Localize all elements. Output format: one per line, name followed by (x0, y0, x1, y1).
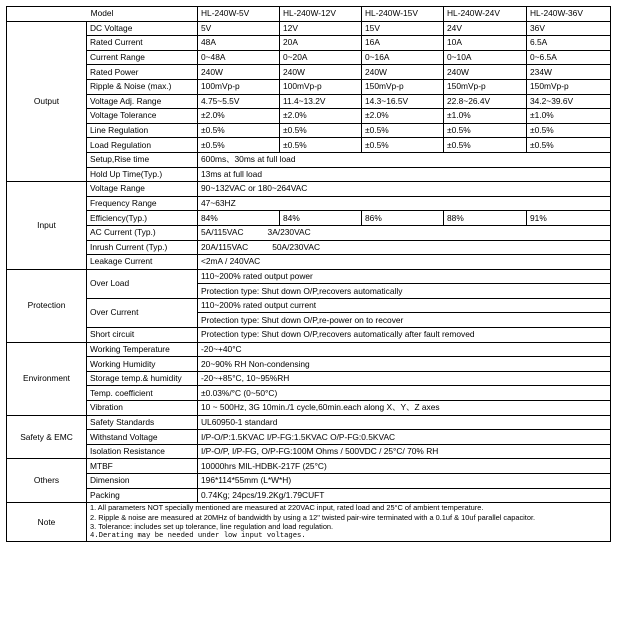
row-label: DC Voltage (87, 21, 198, 36)
cell: ±0.5% (280, 123, 362, 138)
cell: 14.3~16.5V (362, 94, 444, 109)
note-row (7, 503, 611, 542)
cell-span: 110~200% rated output power (198, 269, 611, 284)
model-5v: HL-240W-5V (198, 7, 280, 22)
environment-row (7, 401, 611, 416)
cell: 12V (280, 21, 362, 36)
cell: 100mVp-p (280, 79, 362, 94)
cell: 6.5A (527, 36, 611, 51)
row-label: Rated Power (87, 65, 198, 80)
environment-row (7, 386, 611, 401)
cell: ±0.5% (198, 138, 280, 153)
cell: 20A (280, 36, 362, 51)
environment-row (7, 371, 611, 386)
model-36v: HL-240W-36V (527, 7, 611, 22)
safety-row (7, 415, 611, 430)
safety-row (7, 444, 611, 459)
ac-current-115: 5A/115VAC (201, 227, 244, 238)
output-row (7, 50, 611, 65)
row-label: Inrush Current (Typ.) (87, 240, 198, 255)
row-label: MTBF (87, 459, 198, 474)
cell: 48A (198, 36, 280, 51)
cell: 240W (198, 65, 280, 80)
cell-span: 600ms、30ms at full load (198, 152, 611, 167)
cell: ±1.0% (527, 109, 611, 124)
cell: 86% (362, 211, 444, 226)
row-label: AC Current (Typ.) (87, 225, 198, 240)
cell: 234W (527, 65, 611, 80)
others-row (7, 474, 611, 489)
row-label: Working Humidity (87, 357, 198, 372)
row-label: Voltage Range (87, 182, 198, 197)
inrush-230: 50A/230VAC (272, 241, 320, 252)
note-line: 2. Ripple & noise are measured at 20MHz of bandwidth by using a 12" twisted pair-wire terminated with a 0.1uf & 10uf parallel capacitor. (90, 512, 536, 522)
row-label: Efficiency(Typ.) (87, 211, 198, 226)
output-row (7, 21, 611, 36)
cell: ±0.5% (280, 138, 362, 153)
safety-row (7, 430, 611, 445)
row-label: Voltage Adj. Range (87, 94, 198, 109)
row-label: Over Current (87, 298, 198, 327)
cell: 36V (527, 21, 611, 36)
output-row (7, 109, 611, 124)
output-row (7, 65, 611, 80)
input-row (7, 225, 611, 240)
row-label: Packing (87, 488, 198, 503)
ac-current-230: 3A/230VAC (267, 227, 311, 238)
cell-span: 20~90% RH Non-condensing (198, 357, 611, 372)
cell-span: 13ms at full load (198, 167, 611, 182)
spec-table (6, 6, 611, 542)
header-row (7, 7, 611, 22)
cell: ±0.5% (198, 123, 280, 138)
cell: ±2.0% (198, 109, 280, 124)
cell: 240W (280, 65, 362, 80)
input-row (7, 240, 611, 255)
cell-span: 196*114*55mm (L*W*H) (198, 474, 611, 489)
output-row (7, 123, 611, 138)
cell-span (198, 240, 611, 255)
cell: ±1.0% (444, 109, 527, 124)
protection-row (7, 298, 611, 313)
inrush-115: 20A/115VAC (201, 241, 249, 252)
output-row (7, 138, 611, 153)
environment-category: Environment (7, 342, 87, 415)
environment-row (7, 357, 611, 372)
note-category: Note (7, 503, 87, 542)
cell-span: 10000hrs MIL-HDBK-217F (25°C) (198, 459, 611, 474)
cell-span: -20~+85°C, 10~95%RH (198, 371, 611, 386)
cell: 240W (362, 65, 444, 80)
note-line: 1. All parameters NOT specially mentioned are measured at 220VAC input, rated load and 25°C of ambient temperature. (90, 503, 484, 513)
note-line: 3. Tolerance: includes set up tolerance, line regulation and load regulation. (90, 522, 334, 532)
input-row (7, 211, 611, 226)
input-row (7, 255, 611, 270)
notes-cell (87, 503, 611, 542)
cell: 34.2~39.6V (527, 94, 611, 109)
cell: 0~6.5A (527, 50, 611, 65)
row-label: Line Regulation (87, 123, 198, 138)
cell-span: 0.74Kg; 24pcs/19.2Kg/1.79CUFT (198, 488, 611, 503)
cell-span: <2mA / 240VAC (198, 255, 611, 270)
cell-span (198, 225, 611, 240)
row-label: Isolation Resistance (87, 444, 198, 459)
cell: ±0.5% (527, 123, 611, 138)
cell: 15V (362, 21, 444, 36)
cell-span: I/P-O/P, I/P-FG, O/P-FG:100M Ohms / 500VDC / 25°C/ 70% RH (198, 444, 611, 459)
safety-category: Safety & EMC (7, 415, 87, 459)
cell: 24V (444, 21, 527, 36)
cell: 0~20A (280, 50, 362, 65)
cell: 5V (198, 21, 280, 36)
cell: 84% (280, 211, 362, 226)
row-label: Rated Current (87, 36, 198, 51)
cell-span: ±0.03%/°C (0~50°C) (198, 386, 611, 401)
model-15v: HL-240W-15V (362, 7, 444, 22)
environment-row (7, 342, 611, 357)
others-row (7, 459, 611, 474)
output-row (7, 152, 611, 167)
cell: ±0.5% (444, 138, 527, 153)
cell-span: 47~63HZ (198, 196, 611, 211)
row-label: Withstand Voltage (87, 430, 198, 445)
cell: 150mVp-p (444, 79, 527, 94)
cell: 0~48A (198, 50, 280, 65)
cell-span: -20~+40°C (198, 342, 611, 357)
row-label: Hold Up Time(Typ.) (87, 167, 198, 182)
row-label: Setup,Rise time (87, 152, 198, 167)
row-label: Current Range (87, 50, 198, 65)
cell-span: UL60950-1 standard (198, 415, 611, 430)
note-line: 4.Derating may be needed under low input voltages. (90, 531, 306, 540)
cell-span: Protection type: Shut down O/P,re-power on to recover (198, 313, 611, 328)
row-label: Load Regulation (87, 138, 198, 153)
cell: ±2.0% (280, 109, 362, 124)
row-label: Working Temperature (87, 342, 198, 357)
output-row (7, 167, 611, 182)
cell: ±0.5% (527, 138, 611, 153)
cell-span: I/P-O/P:1.5KVAC I/P-FG:1.5KVAC O/P-FG:0.5KVAC (198, 430, 611, 445)
row-label: Short circuit (87, 328, 198, 343)
cell: 0~16A (362, 50, 444, 65)
cell-span: 110~200% rated output current (198, 298, 611, 313)
cell: 22.8~26.4V (444, 94, 527, 109)
protection-row (7, 269, 611, 284)
protection-category: Protection (7, 269, 87, 342)
cell: 16A (362, 36, 444, 51)
output-category: Output (7, 21, 87, 182)
row-label: Ripple & Noise (max.) (87, 79, 198, 94)
model-24v: HL-240W-24V (444, 7, 527, 22)
cell: ±0.5% (362, 123, 444, 138)
row-label: Leakage Current (87, 255, 198, 270)
cell: ±0.5% (444, 123, 527, 138)
row-label: Frequency Range (87, 196, 198, 211)
model-12v: HL-240W-12V (280, 7, 362, 22)
model-label: Model (7, 7, 198, 22)
protection-row (7, 328, 611, 343)
cell-span: Protection type: Shut down O/P,recovers automatically (198, 284, 611, 299)
input-category: Input (7, 182, 87, 270)
row-label: Voltage Tolerance (87, 109, 198, 124)
row-label: Storage temp.& humidity (87, 371, 198, 386)
cell: 91% (527, 211, 611, 226)
output-row (7, 94, 611, 109)
row-label: Dimension (87, 474, 198, 489)
cell: ±2.0% (362, 109, 444, 124)
row-label: Safety Standards (87, 415, 198, 430)
output-row (7, 36, 611, 51)
cell: 150mVp-p (362, 79, 444, 94)
output-row (7, 79, 611, 94)
cell: ±0.5% (362, 138, 444, 153)
cell: 10A (444, 36, 527, 51)
cell: 11.4~13.2V (280, 94, 362, 109)
cell-span: Protection type: Shut down O/P,recovers automatically after fault removed (198, 328, 611, 343)
cell: 100mVp-p (198, 79, 280, 94)
row-label: Over Load (87, 269, 198, 298)
cell: 150mVp-p (527, 79, 611, 94)
others-row (7, 488, 611, 503)
cell-span: 10 ~ 500Hz, 3G 10min./1 cycle,60min.each along X、Y、Z axes (198, 401, 611, 416)
row-label: Vibration (87, 401, 198, 416)
others-category: Others (7, 459, 87, 503)
row-label: Temp. coefficient (87, 386, 198, 401)
cell: 240W (444, 65, 527, 80)
cell: 88% (444, 211, 527, 226)
cell: 84% (198, 211, 280, 226)
cell: 4.75~5.5V (198, 94, 280, 109)
cell-span: 90~132VAC or 180~264VAC (198, 182, 611, 197)
cell: 0~10A (444, 50, 527, 65)
input-row (7, 196, 611, 211)
input-row (7, 182, 611, 197)
